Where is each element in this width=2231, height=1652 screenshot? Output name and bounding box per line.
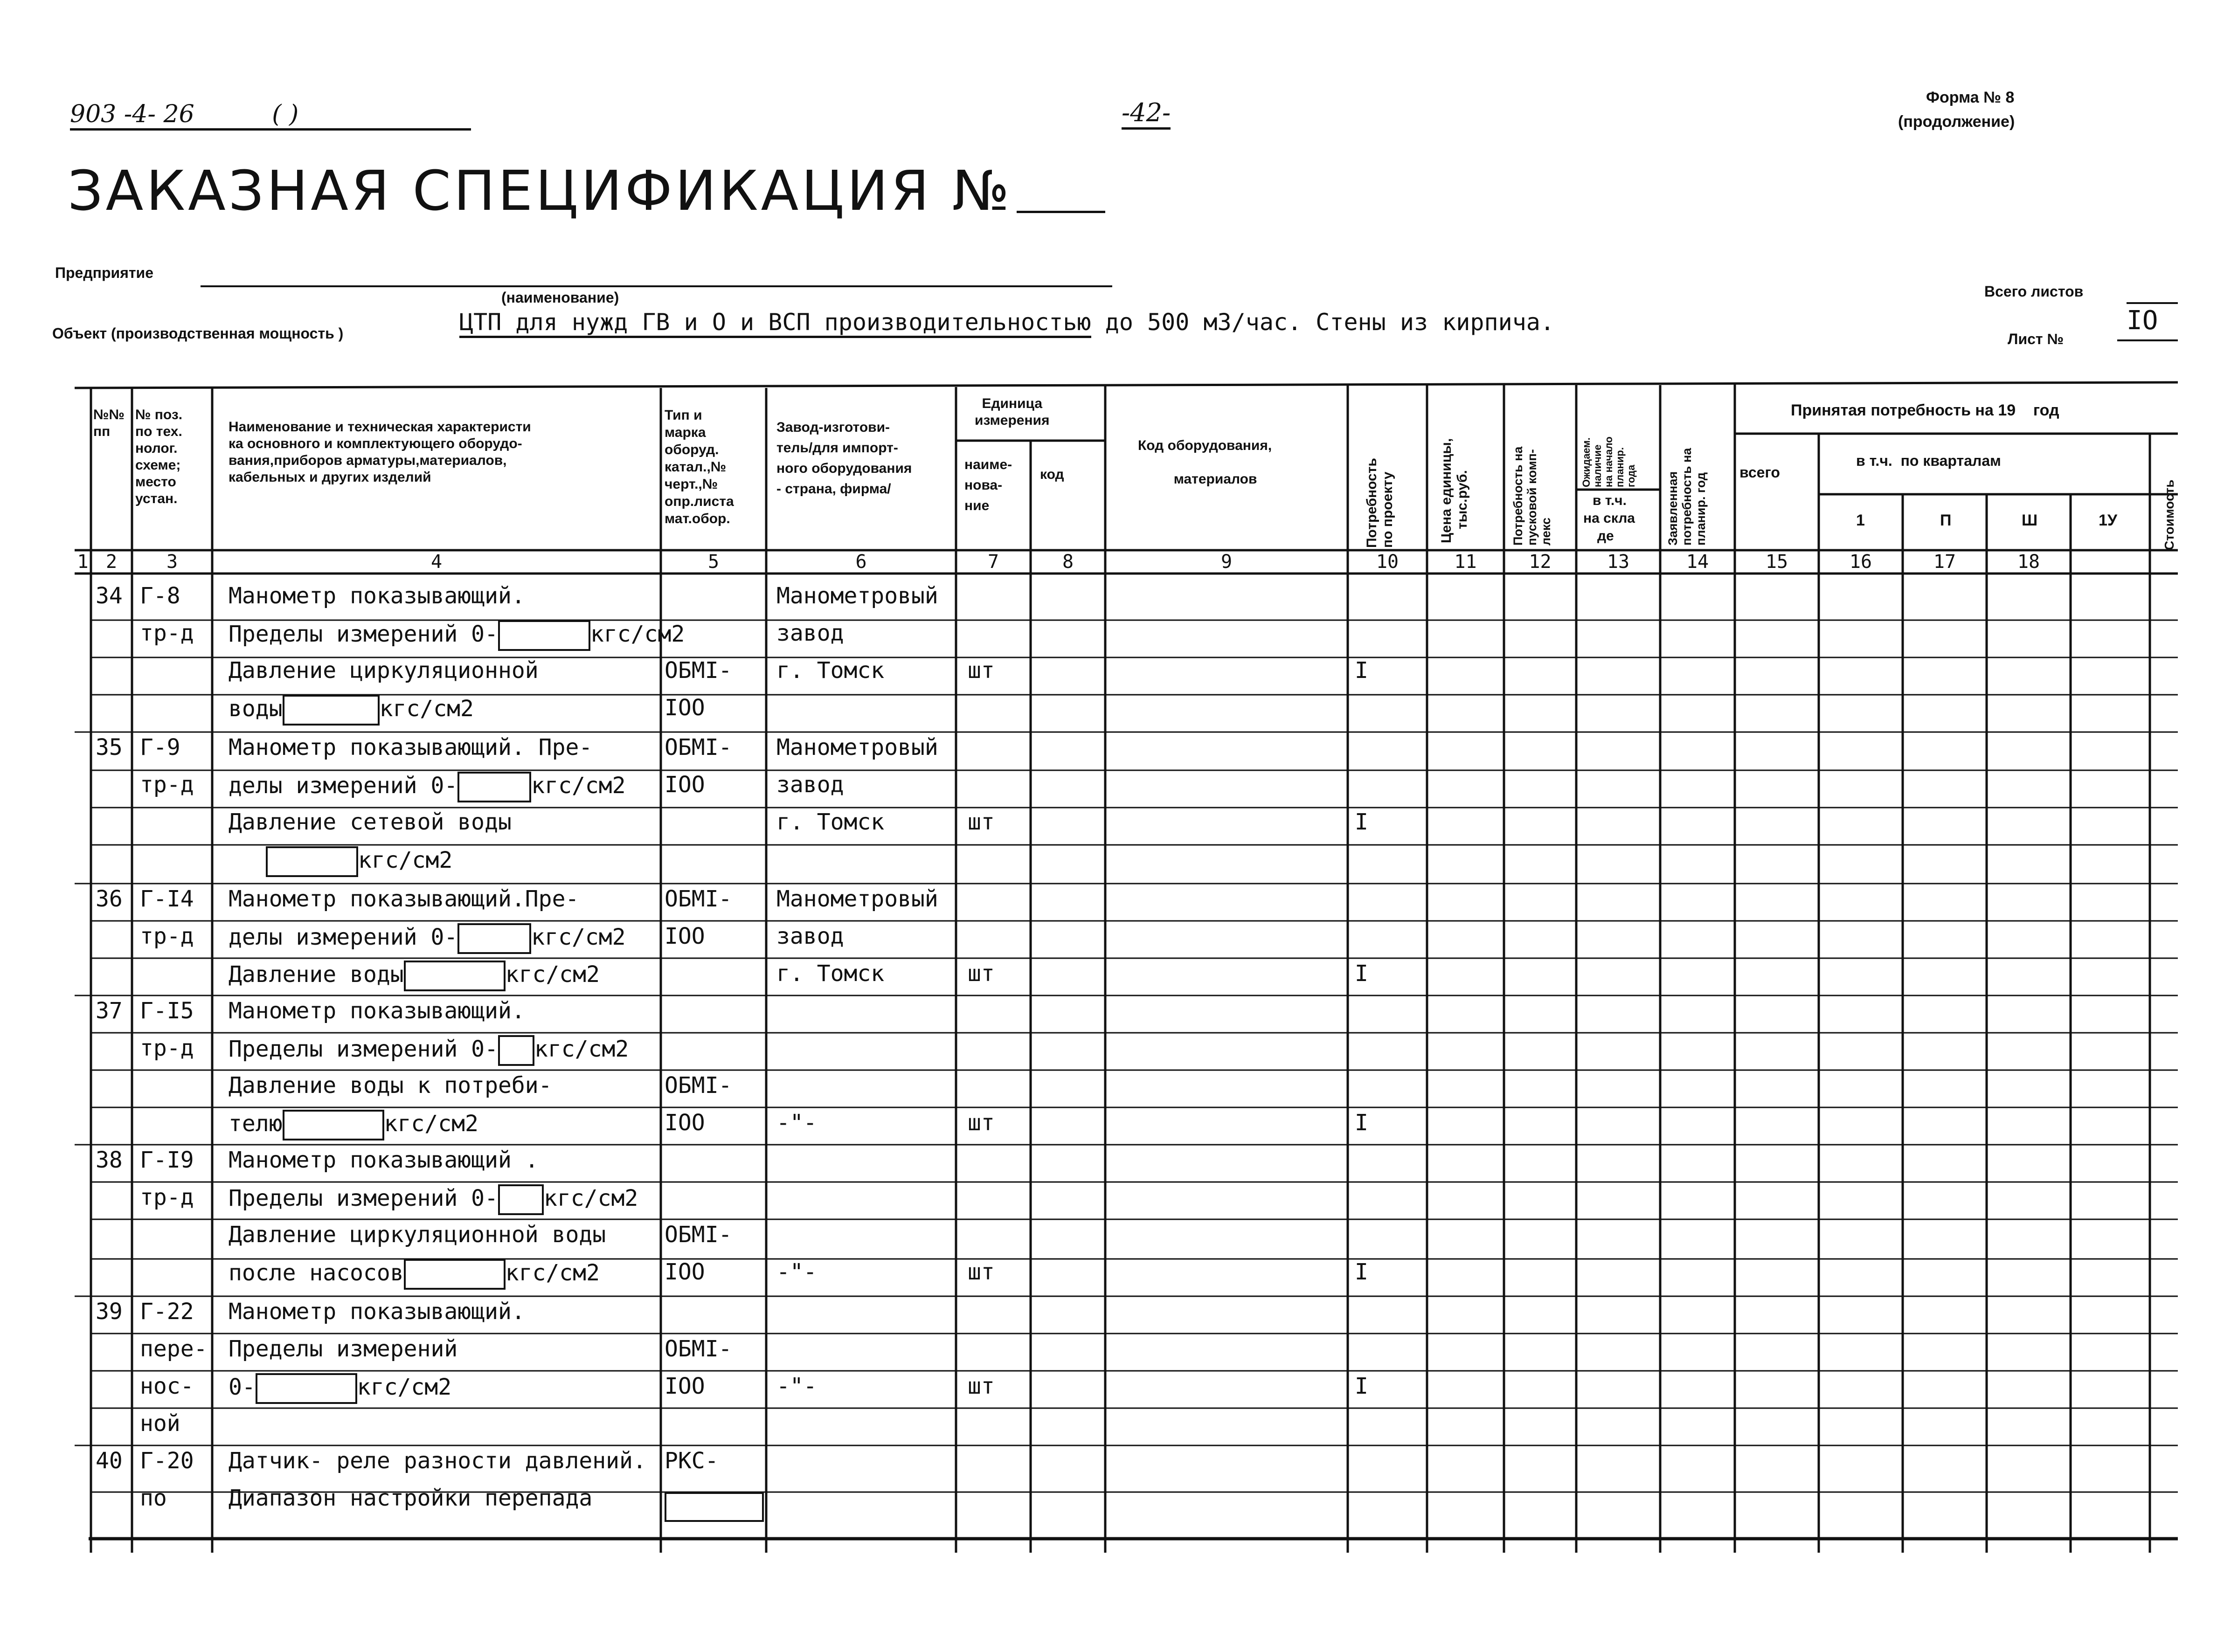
row-description-text: Манометр показывающий. bbox=[229, 1299, 525, 1325]
h5-l4: - страна, фирма/ bbox=[776, 481, 891, 497]
row-description-line bbox=[229, 998, 525, 1024]
unit-suffix: кгс/см2 bbox=[384, 1111, 478, 1137]
unit-suffix: кгс/см2 bbox=[534, 1036, 629, 1062]
row-type: IOO bbox=[665, 1110, 705, 1136]
column-number-5: 5 bbox=[707, 551, 720, 573]
h12-l3: на начало bbox=[1603, 436, 1614, 487]
hu-l2: измерения bbox=[975, 413, 1050, 428]
column-number-6: 6 bbox=[855, 551, 867, 573]
row-description-line bbox=[229, 695, 474, 726]
h11-l2: пусковой комп- bbox=[1525, 449, 1539, 546]
h12-l1: Ожидаем. bbox=[1580, 437, 1592, 487]
h8-l2: материалов bbox=[1173, 471, 1257, 487]
header-q1: 1 bbox=[1856, 511, 1865, 529]
row-type: ОБМI- bbox=[665, 734, 732, 760]
row-maker: -"- bbox=[776, 1110, 817, 1136]
row-description-line bbox=[229, 620, 685, 651]
blank-value-box[interactable] bbox=[457, 772, 531, 802]
row-need: I bbox=[1355, 1110, 1368, 1136]
row-description-text: телю bbox=[229, 1111, 283, 1137]
row-type: ОБМI- bbox=[665, 1072, 732, 1099]
row-description-text: Манометр показывающий. bbox=[229, 998, 525, 1024]
row-description-text: Давление циркуляционной bbox=[229, 657, 539, 684]
row-description-line bbox=[229, 1035, 629, 1066]
row-description-line bbox=[229, 1110, 478, 1141]
row-description-text: Пределы измерений 0- bbox=[229, 621, 498, 647]
row-unit: шт bbox=[968, 809, 995, 835]
row-description-line bbox=[266, 846, 452, 877]
blank-value-box[interactable] bbox=[498, 1035, 534, 1066]
column-number-7: 7 bbox=[987, 551, 999, 573]
row-description-text: после насосов bbox=[229, 1260, 404, 1286]
row-need: I bbox=[1355, 809, 1368, 835]
h12b-l3: де bbox=[1597, 528, 1614, 544]
h9-l1: Потребность bbox=[1364, 458, 1379, 548]
row-need: I bbox=[1355, 1373, 1368, 1399]
row-description-line bbox=[229, 1485, 592, 1511]
sheet-label: Лист № bbox=[2008, 331, 2064, 347]
h2-l4: схеме; bbox=[135, 457, 181, 473]
h2-l6: устан. bbox=[135, 491, 178, 506]
row-maker: -"- bbox=[776, 1373, 817, 1399]
row-number: 35 bbox=[96, 734, 123, 760]
row-number: 40 bbox=[96, 1448, 123, 1474]
row-position: по bbox=[140, 1485, 167, 1511]
column-number-17: 17 bbox=[1933, 551, 1956, 573]
h13-l3: планир. год bbox=[1694, 472, 1708, 546]
page-number: -42- bbox=[1122, 98, 1171, 130]
row-description-line bbox=[229, 923, 626, 954]
row-description-text: Давление воды к потреби- bbox=[229, 1072, 552, 1099]
h3-l4: кабельных и других изделий bbox=[229, 470, 431, 485]
unit-suffix: кгс/см2 bbox=[531, 924, 626, 950]
row-maker: Манометровый bbox=[776, 886, 938, 912]
row-position: Г-9 bbox=[140, 734, 180, 760]
row-description-text: Манометр показывающий . bbox=[229, 1147, 539, 1173]
column-number-1: 1 bbox=[77, 551, 89, 573]
object-label: Объект (производственная мощность ) bbox=[52, 325, 344, 342]
blank-value-box[interactable] bbox=[266, 846, 358, 877]
blank-value-box[interactable] bbox=[283, 1110, 384, 1141]
row-position: Г-22 bbox=[140, 1299, 194, 1325]
row-number: 36 bbox=[96, 886, 123, 912]
header-col-expected bbox=[1581, 436, 1637, 487]
header-col-maker bbox=[776, 417, 912, 499]
row-maker: завод bbox=[776, 923, 844, 949]
column-number-10: 10 bbox=[1376, 551, 1399, 573]
row-position: пере- bbox=[140, 1336, 208, 1362]
row-number: 34 bbox=[96, 583, 123, 609]
row-number: 38 bbox=[96, 1147, 123, 1173]
h6-l1: наиме- bbox=[964, 457, 1012, 472]
row-number: 39 bbox=[96, 1299, 123, 1325]
row-description-line bbox=[229, 657, 539, 684]
header-col-cost: Стоимость bbox=[2162, 479, 2176, 550]
row-description-text: Манометр показывающий. bbox=[229, 583, 525, 609]
row-position: ной bbox=[140, 1410, 180, 1437]
blank-value-box[interactable] bbox=[283, 695, 380, 726]
h3-l1: Наименование и техническая характеристи bbox=[229, 419, 531, 435]
header-col-position bbox=[135, 407, 182, 507]
row-description-line bbox=[229, 1336, 457, 1362]
h3-l3: вания,приборов арматуры,материалов, bbox=[229, 453, 507, 468]
unit-suffix: кгс/см2 bbox=[357, 1374, 452, 1400]
header-col-total: всего bbox=[1739, 464, 1780, 481]
header-col-unit-name bbox=[964, 455, 1012, 516]
row-description-text: воды bbox=[229, 696, 283, 722]
row-position: тр-д bbox=[140, 620, 194, 646]
row-position: тр-д bbox=[140, 772, 194, 798]
header-col-no bbox=[93, 407, 125, 440]
row-position: тр-д bbox=[140, 1035, 194, 1061]
row-description-line bbox=[229, 1147, 539, 1173]
h4-l1: Тип и bbox=[665, 408, 702, 423]
unit-suffix: кгс/см2 bbox=[505, 961, 600, 988]
row-type: ОБМI- bbox=[665, 1336, 732, 1362]
row-type: ОБМI- bbox=[665, 886, 732, 912]
sheet-number: IO bbox=[2127, 305, 2158, 336]
column-number-16: 16 bbox=[1849, 551, 1872, 573]
row-maker: завод bbox=[776, 772, 844, 798]
header-q4: 1У bbox=[2099, 511, 2118, 529]
row-maker: Манометровый bbox=[776, 734, 938, 760]
header-q3: Ш bbox=[2022, 511, 2038, 529]
header-col-startup bbox=[1511, 447, 1553, 546]
h11-l1: Потребность на bbox=[1511, 446, 1525, 546]
row-description-text: Манометр показывающий.Пре- bbox=[229, 886, 579, 912]
h4-l2: марка bbox=[665, 425, 706, 440]
row-type: IOO bbox=[665, 772, 705, 798]
header-q2: П bbox=[1940, 511, 1952, 529]
row-description-text: Диапазон настройки перепада bbox=[229, 1485, 593, 1511]
column-number-12: 12 bbox=[1529, 551, 1552, 573]
blank-value-box[interactable] bbox=[256, 1373, 357, 1404]
h4-l4: катал.,№ bbox=[665, 459, 727, 475]
header-col-no-line1: №№ bbox=[93, 407, 125, 422]
row-position: тр-д bbox=[140, 1184, 194, 1210]
header-quarters-group: в т.ч. по кварталам bbox=[1856, 452, 2001, 469]
row-position: тр-д bbox=[140, 923, 194, 949]
row-description-line bbox=[229, 772, 626, 802]
row-maker: г. Томск bbox=[776, 809, 885, 835]
row-maker: г. Томск bbox=[776, 961, 885, 987]
row-description-line bbox=[229, 1373, 451, 1404]
row-unit: шт bbox=[968, 1259, 995, 1285]
document-code-number: 903 -4- 26 bbox=[70, 100, 194, 128]
row-type: IOO bbox=[665, 695, 705, 721]
h4-l5: черт.,№ bbox=[665, 477, 718, 492]
page-title-text: ЗАКАЗНАЯ СПЕЦИФИКАЦИЯ № bbox=[68, 159, 1012, 223]
h4-l7: мат.обор. bbox=[665, 511, 730, 526]
row-description-text: делы измерений 0- bbox=[229, 773, 458, 799]
row-description-text: делы измерений 0- bbox=[229, 924, 458, 950]
row-position: Г-I9 bbox=[140, 1147, 194, 1173]
row-description-line bbox=[229, 1448, 646, 1474]
h3-l2: ка основного и комплектующего оборудо- bbox=[229, 436, 522, 451]
blank-value-box[interactable] bbox=[404, 1259, 506, 1290]
h13-l1: Заявленная bbox=[1666, 471, 1680, 546]
row-unit: шт bbox=[968, 657, 995, 684]
row-description-line bbox=[229, 734, 592, 760]
column-number-14: 14 bbox=[1686, 551, 1709, 573]
blank-value-box[interactable] bbox=[457, 923, 531, 954]
header-col-price bbox=[1439, 438, 1470, 543]
row-unit: шт bbox=[968, 961, 995, 987]
row-description-text: Датчик- реле разности давлений. bbox=[229, 1448, 646, 1474]
h12b-l2: на скла bbox=[1583, 511, 1635, 526]
row-description-text: Пределы измерений bbox=[229, 1336, 458, 1362]
row-type: ОБМI- bbox=[665, 657, 732, 684]
blank-value-box[interactable] bbox=[404, 961, 506, 991]
column-number-11: 11 bbox=[1454, 551, 1477, 573]
header-col-unit-code: код bbox=[1040, 467, 1064, 482]
row-description-line bbox=[229, 1222, 606, 1248]
header-col-warehouse bbox=[1583, 492, 1635, 545]
h5-l1: Завод-изготови- bbox=[776, 420, 890, 435]
row-position: Г-8 bbox=[140, 583, 180, 609]
blank-value-box[interactable] bbox=[665, 1492, 764, 1522]
document-code-paren: ( ) bbox=[272, 100, 299, 128]
h5-l2: тель/для импорт- bbox=[776, 440, 898, 456]
unit-suffix: кгс/см2 bbox=[543, 1185, 638, 1211]
unit-suffix: кгс/см2 bbox=[358, 847, 453, 873]
h13-l2: потребность на bbox=[1680, 448, 1694, 546]
row-type: IOO bbox=[665, 1259, 705, 1285]
row-type: РКС- bbox=[665, 1448, 719, 1474]
h2-l5: место bbox=[135, 474, 176, 490]
h12b-l1: в т.ч. bbox=[1593, 493, 1627, 508]
h4-l6: опр.листа bbox=[665, 494, 734, 509]
column-number-15: 15 bbox=[1765, 551, 1788, 573]
blank-value-box[interactable] bbox=[498, 620, 590, 651]
row-description-line bbox=[229, 809, 512, 835]
row-unit: шт bbox=[968, 1373, 995, 1399]
header-unit-group bbox=[975, 395, 1050, 429]
h10-l1: Цена единицы, bbox=[1439, 438, 1454, 543]
unit-suffix: кгс/см2 bbox=[590, 621, 685, 647]
row-need: I bbox=[1355, 657, 1368, 684]
h12-l2: наличие bbox=[1592, 444, 1603, 487]
row-description-text: Пределы измерений 0- bbox=[229, 1036, 498, 1062]
row-description-text: Давление воды bbox=[229, 961, 404, 988]
row-maker: Манометровый bbox=[776, 583, 938, 609]
h2-l1: № поз. bbox=[135, 407, 183, 422]
form-continuation: (продолжение) bbox=[1898, 113, 2015, 131]
h6-l2: нова- bbox=[964, 477, 1003, 493]
row-description-line bbox=[229, 886, 579, 912]
column-number-9: 9 bbox=[1220, 551, 1233, 573]
row-need: I bbox=[1355, 961, 1368, 987]
row-unit: шт bbox=[968, 1110, 995, 1136]
h2-l3: нолог. bbox=[135, 441, 178, 456]
column-number-3: 3 bbox=[166, 551, 178, 573]
unit-suffix: кгс/см2 bbox=[379, 696, 474, 722]
row-description-line bbox=[229, 583, 525, 609]
row-position: Г-I5 bbox=[140, 998, 194, 1024]
header-col-description bbox=[229, 419, 531, 486]
row-description-line bbox=[229, 1184, 638, 1215]
row-maker: -"- bbox=[776, 1259, 817, 1285]
h12-l4: планир. bbox=[1614, 447, 1626, 487]
row-maker: г. Томск bbox=[776, 657, 885, 684]
row-position: Г-20 bbox=[140, 1448, 194, 1474]
header-col-equipment-code bbox=[1138, 429, 1272, 496]
object-value-underlined: ЦТП для нужд ГВ и О и ВСП производительностью bbox=[459, 309, 1091, 338]
h5-l3: ного оборудования bbox=[776, 461, 912, 476]
column-number-4: 4 bbox=[430, 551, 443, 573]
header-col-requested bbox=[1666, 448, 1708, 546]
row-type: IOO bbox=[665, 923, 705, 949]
row-description-text: Давление сетевой воды bbox=[229, 809, 512, 835]
row-maker: завод bbox=[776, 620, 844, 646]
object-value-rest: до 500 м3/час. Стены из кирпича. bbox=[1091, 309, 1555, 336]
h4-l3: оборуд. bbox=[665, 442, 719, 457]
row-description-line bbox=[229, 1259, 600, 1290]
column-number-18: 18 bbox=[2017, 551, 2040, 573]
enterprise-sublabel: (наименование) bbox=[501, 289, 619, 306]
column-number-13: 13 bbox=[1607, 551, 1630, 573]
h11-l3: лекс bbox=[1539, 518, 1553, 546]
hu-l1: Единица bbox=[982, 396, 1043, 411]
header-accepted-group: Принятая потребность на 19 год bbox=[1791, 401, 2059, 419]
row-description-line bbox=[229, 1072, 552, 1099]
h10-l2: тыс.руб. bbox=[1455, 470, 1470, 529]
header-col-no-line2: пп bbox=[93, 424, 111, 439]
h12-l5: года bbox=[1625, 464, 1637, 487]
row-description-text: Пределы измерений 0- bbox=[229, 1185, 498, 1211]
row-need: I bbox=[1355, 1259, 1368, 1285]
header-col-need bbox=[1364, 458, 1396, 548]
header-col-type bbox=[665, 407, 734, 527]
unit-suffix: кгс/см2 bbox=[505, 1260, 600, 1286]
h8-l1: Код оборудования, bbox=[1138, 438, 1272, 453]
row-position: нос- bbox=[140, 1373, 194, 1399]
column-number-8: 8 bbox=[1062, 551, 1074, 573]
row-description-line bbox=[229, 1299, 525, 1325]
column-number-2: 2 bbox=[105, 551, 118, 573]
h6-l3: ние bbox=[964, 498, 990, 513]
row-type: ОБМI- bbox=[665, 1222, 732, 1248]
unit-suffix: кгс/см2 bbox=[531, 773, 626, 799]
row-description-text: Давление циркуляционной воды bbox=[229, 1222, 606, 1248]
row-type: IOO bbox=[665, 1373, 705, 1399]
row-number: 37 bbox=[96, 998, 123, 1024]
form-label: Форма № 8 bbox=[1926, 89, 2015, 106]
h2-l2: по тех. bbox=[135, 424, 182, 439]
total-sheets-label: Всего листов bbox=[1984, 283, 2084, 300]
row-description-line bbox=[229, 961, 600, 991]
row-description-text: 0- bbox=[229, 1374, 256, 1400]
h9-l2: по проекту bbox=[1380, 471, 1395, 548]
row-description-text: Манометр показывающий. Пре- bbox=[229, 734, 593, 760]
row-position: Г-I4 bbox=[140, 886, 194, 912]
enterprise-label: Предприятие bbox=[55, 264, 154, 281]
blank-value-box[interactable] bbox=[498, 1184, 544, 1215]
